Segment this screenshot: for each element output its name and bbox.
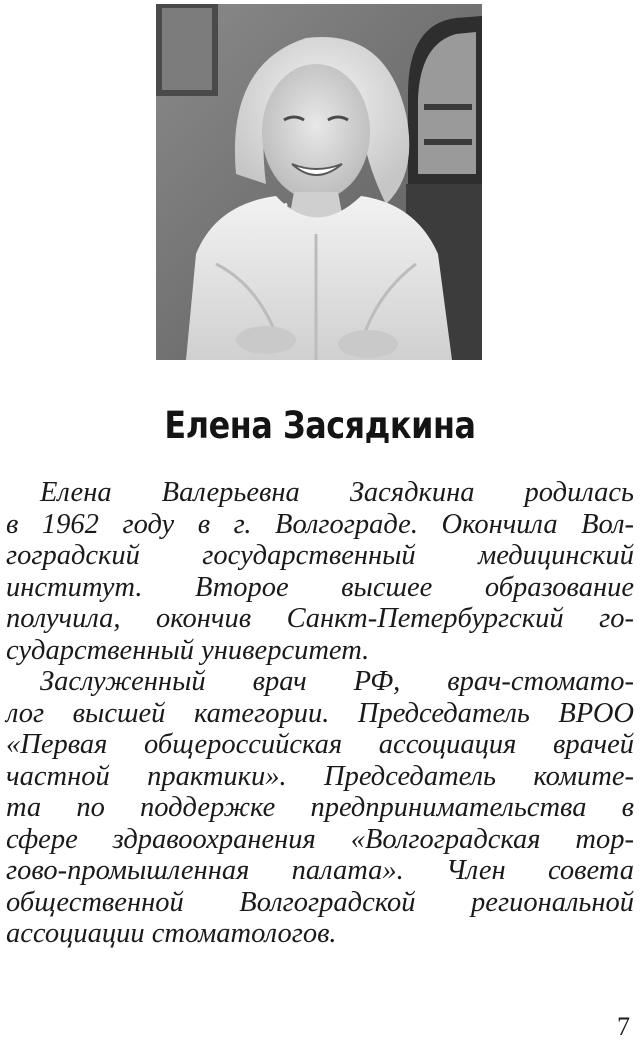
bio-line: получила, окончив Санкт-Петербургский го- — [6, 603, 634, 634]
bio-line: в 1962 году в г. Волгограде. Окончила Вол- — [6, 508, 634, 540]
bio-line: Заслуженный врач РФ, врач-стомато- — [40, 666, 634, 697]
bio-line: частной практики». Председатель комите- — [6, 760, 634, 792]
bio-line: сударственный университет. — [6, 634, 370, 666]
bio-line: гоградский государственный медицинский — [6, 540, 634, 571]
bio-line: ассоциации стоматологов. — [6, 918, 337, 949]
bio-line: институт. Второе высшее образование — [6, 571, 634, 603]
bio-line: гово-промышленная палата». Член совета — [6, 855, 634, 886]
bio-line: общественной Волгоградской региональной — [6, 886, 634, 918]
bio-line: Елена Валерьевна Засядкина родилась — [40, 477, 634, 508]
author-portrait-photo — [156, 4, 482, 360]
author-name-heading: Елена Засядкина — [164, 404, 476, 447]
author-biography — [6, 477, 634, 950]
bio-line: лог высшей категории. Председатель ВРОО — [6, 697, 634, 729]
page-number: 7 — [617, 1012, 630, 1041]
bio-line: та по поддержке предпринимательства в — [6, 792, 634, 823]
portrait-illustration — [156, 4, 482, 360]
bio-line: «Первая общероссийская ассоциация врачей — [6, 729, 634, 760]
bio-line: сфере здравоохранения «Волгоградская тор- — [6, 823, 634, 855]
